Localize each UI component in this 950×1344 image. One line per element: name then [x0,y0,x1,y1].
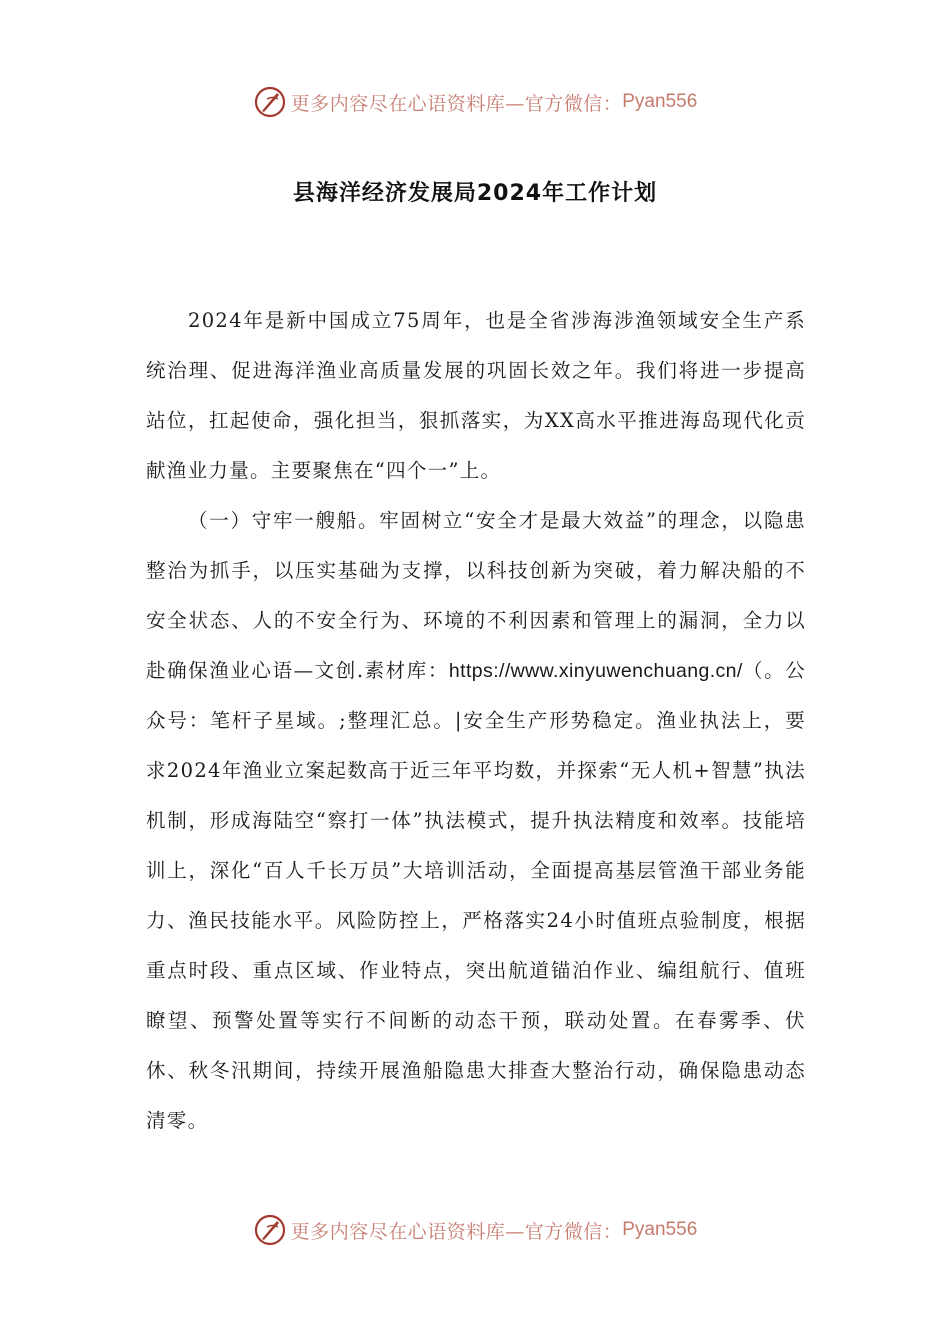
section-1-continued: （。公众号：笔杆子星域。;整理汇总。|安全生产形势稳定。渔业执法上，要求2024年渔业立案起数高于近三年平均数，并探索“无人机+智慧”执法机制，形成海陆空“察打一体”执法模式，提升执法精度和效率。技能培训上，深化“百人千长万员”大培训活动，全面提高基层管渔干部业务能力、渔民技能水平。风险防控上，严格落实24小时值班点验制度，根据重点时段、重点区域、作业特点，突出航道锚泊作业、编组航行、值班瞭望、预警处置等实行不间断的动态干预，联动处置。在春雾季、伏休、秋冬汛期间，持续开展渔船隐患大排查大整治行动，确保隐患动态清零。 [146,659,806,1132]
quill-logo-icon [253,85,287,119]
document-title: 县海洋经济发展局2024年工作计划 [292,181,658,206]
watermark-contact: Pyan556 [622,91,698,112]
quill-logo-icon [253,1213,287,1247]
section-1-paragraph [146,496,806,1146]
section-1-text: （一）守牢一艘船。牢固树立“安全才是最大效益”的理念，以隐患整治为抓手，以压实基础为支撑，以科技创新为突破，着力解决船的不安全状态、人的不安全行为、环境的不利因素和管理上的漏洞，全力以赴确保渔业心语—文创.素材库： [146,509,806,682]
intro-paragraph: 2024年是新中国成立75周年，也是全省涉海涉渔领域安全生产系统治理、促进海洋渔业高质量发展的巩固长效之年。我们将进一步提高站位，扛起使命，强化担当，狠抓落实，为XX高水平推进海岛现代化贡献渔业力量。主要聚焦在“四个一”上。 [146,309,806,482]
watermark-contact: Pyan556 [622,1219,698,1240]
watermark-footer [0,1210,950,1250]
watermark-text: 更多内容尽在心语资料库—官方微信： [290,92,623,115]
watermark-header [0,82,950,122]
website-link[interactable]: https://www.xinyuwenchuang.cn/ [448,660,743,682]
document-body [146,296,806,1146]
watermark-text: 更多内容尽在心语资料库—官方微信： [290,1220,623,1243]
